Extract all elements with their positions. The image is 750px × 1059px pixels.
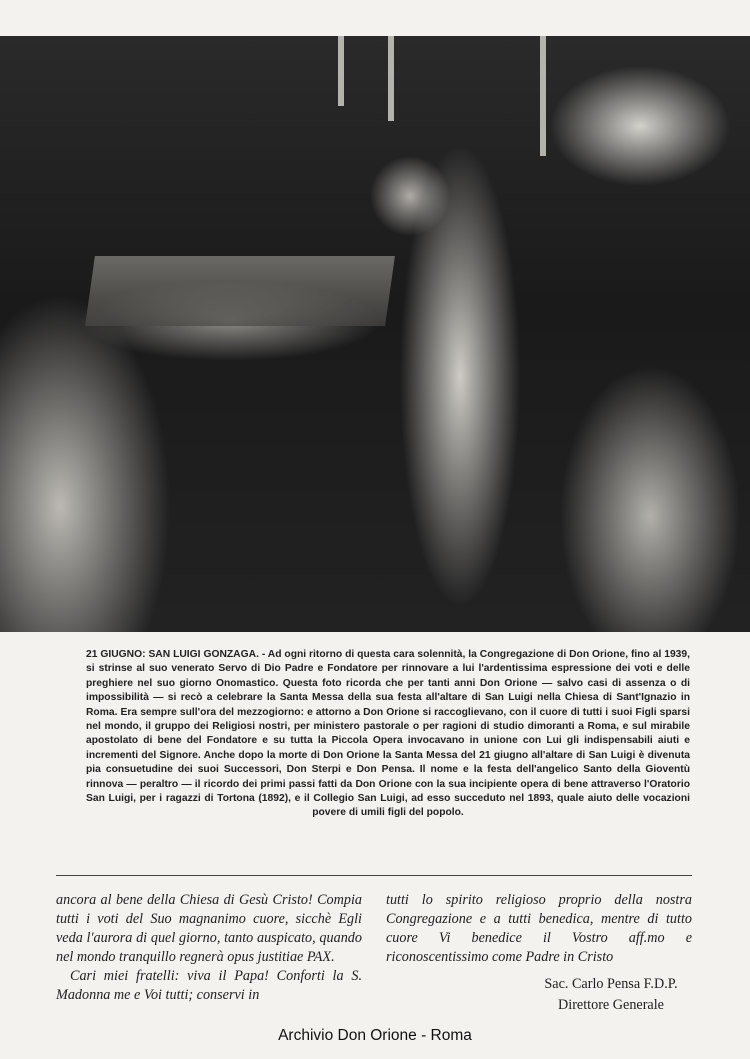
signature-name: Sac. Carlo Pensa F.D.P. [544,976,678,992]
signature-title: Direttore Generale [558,997,664,1013]
altar-table-shape [85,256,395,326]
candle-left [338,36,344,106]
caption-divider [56,875,692,876]
letter-column-left [56,891,362,1005]
candle-right [540,36,546,156]
archive-footer: Archivio Don Orione - Roma [278,1027,472,1044]
caption-text: - Ad ogni ritorno di questa cara solennità, la Congregazione di Don Orione, fino al 1939, si strinse al suo venerato Servo di Dio Padre e Fondatore per rinnovare a lui l'ardentissima espressione dei voti e delle preghiere nel suo giorno Onomastico. Questa foto ricorda che per tanti anni Don Orione — salvo casi di assenza o di impossibilità — si recò a celebrare la Santa Messa della sua festa all'altare di San Luigi nella Chiesa di Sant'Ignazio in Roma. Era sempre sull'ora del mezzogiorno: e attorno a Don Orione si raccoglievano, con il cuore di tutti i suoi Figli sparsi nel mondo, il gruppo dei Religiosi nostri, per ministero pastorale o per ragioni di studio dimoranti a Roma, e sul mirabile apostolato di bene del Fondatore e su tutta la Piccola Opera invocavano in unione con Lui gli indispensabili aiuti e incrementi del Signore. Anche dopo la morte di Don Orione la Santa Messa del 21 giugno all'altare di San Luigi è divenuta pia consuetudine dei suoi Successori, Don Sterpi e Don Pensa. Il nome e la festa dell'angelico Santo della Gioventù rinnova — peraltro — il ricordo dei primi passi fatti da Don Orione con la sua incipiente opera di bene attraverso l'Oratorio San Luigi, per i ragazzi di Tortona (1892), e il Collegio San Luigi, ad esso succeduto nel 1893, quale aiuto delle vocazioni povere di umili figli del popolo. [86,649,690,819]
candle-center [388,36,394,121]
photo-caption [86,648,690,821]
letter-paragraph: ancora al bene della Chiesa di Gesù Cristo! Compia tutti i voti del Suo magnanimo cuore, sicchè Egli veda l'aurora di quel giorno, tanto auspicato, quando nel mondo tranquillo regnerà opus justitiae PAX. [56,892,362,965]
letter-paragraph: tutti lo spirito religioso proprio della nostra Congregazione e a tutti benedica, mentre di tutto cuore Vi benedice il Vostro aff.mo e riconoscentissimo come Padre in Cristo [386,892,692,965]
letter-paragraph: Cari miei fratelli: viva il Papa! Conforti la S. Madonna me e Voi tutti; conservi in [56,968,362,1003]
altar-photograph [0,36,750,632]
caption-heading: 21 GIUGNO: SAN LUIGI GONZAGA. [86,649,259,660]
signature-block [526,974,696,1016]
letter-column-right [386,891,692,967]
